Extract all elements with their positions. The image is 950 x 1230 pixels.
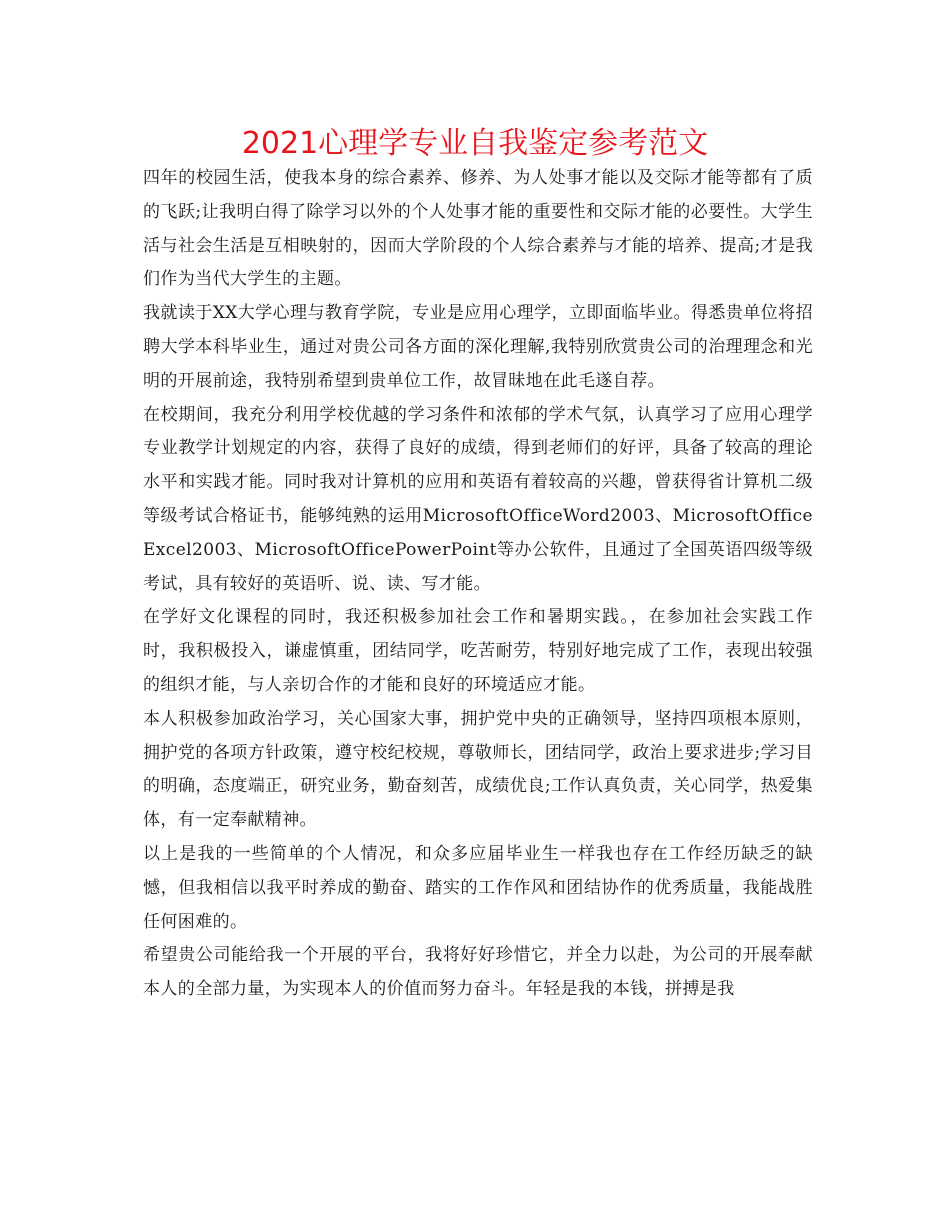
paragraph-political-study: 本人积极参加政治学习，关心国家大事，拥护党中央的正确领导，坚持四项根本原则，拥护党的各项方针政策，遵守校纪校规，尊敬师长，团结同学，政治上要求进步;学习目的明确，态度端正，研究业务，勤奋刻苦，成绩优良;工作认真负责，关心同学，热爱集体，有一定奉献精神。 [143, 708, 813, 831]
paragraph-closing-hope: 希望贵公司能给我一个开展的平台，我将好好珍惜它，并全力以赴，为公司的开展奉献本人的全部力量，为实现本人的价值而努力奋斗。年轻是我的本钱，拼搏是我 [143, 945, 813, 1000]
document-title: 2021心理学专业自我鉴定参考范文 [241, 126, 709, 161]
paragraph-self-recommendation: 我就读于XX大学心理与教育学院，专业是应用心理学，立即面临毕业。得悉贵单位将招聘大学本科毕业生，通过对贵公司各方面的深化理解,我特别欣赏贵公司的治理理念和光明的开展前途，我特别希望到贵单位工作，故冒昧地在此毛遂自荐。 [143, 303, 813, 391]
document-body [143, 162, 813, 1007]
paragraph-academic-skills: 在校期间，我充分利用学校优越的学习条件和浓郁的学术气氛，认真学习了应用心理学专业教学计划规定的内容，获得了良好的成绩，得到老师们的好评，具备了较高的理论水平和实践才能。同时我对计算机的应用和英语有着较高的兴趣，曾获得省计算机二级等级考试合格证书，能够纯熟的运用MicrosoftOfficeWord2003、MicrosoftOfficeExcel2003、MicrosoftOfficePowerPoint等办公软件，且通过了全国英语四级等级考试，具有较好的英语听、说、读、写才能。 [143, 404, 813, 594]
paragraph-personal-summary: 以上是我的一些简单的个人情况，和众多应届毕业生一样我也存在工作经历缺乏的缺憾，但我相信以我平时养成的勤奋、踏实的工作作风和团结协作的优秀质量，我能战胜任何困难的。 [143, 843, 813, 932]
paragraph-social-practice: 在学好文化课程的同时，我还积极参加社会工作和暑期实践。，在参加社会实践工作时，我积极投入，谦虚慎重，团结同学，吃苦耐劳，特别好地完成了工作，表现出较强的组织才能，与人亲切合作的才能和良好的环境适应才能。 [143, 607, 813, 695]
paragraph-campus-life: 四年的校园生活，使我本身的综合素养、修养、为人处事才能以及交际才能等都有了质的飞跃;让我明白得了除学习以外的个人处事才能的重要性和交际才能的必要性。大学生活与社会生活是互相映射的，因而大学阶段的个人综合素养与才能的培养、提高;才是我们作为当代大学生的主题。 [143, 168, 813, 290]
